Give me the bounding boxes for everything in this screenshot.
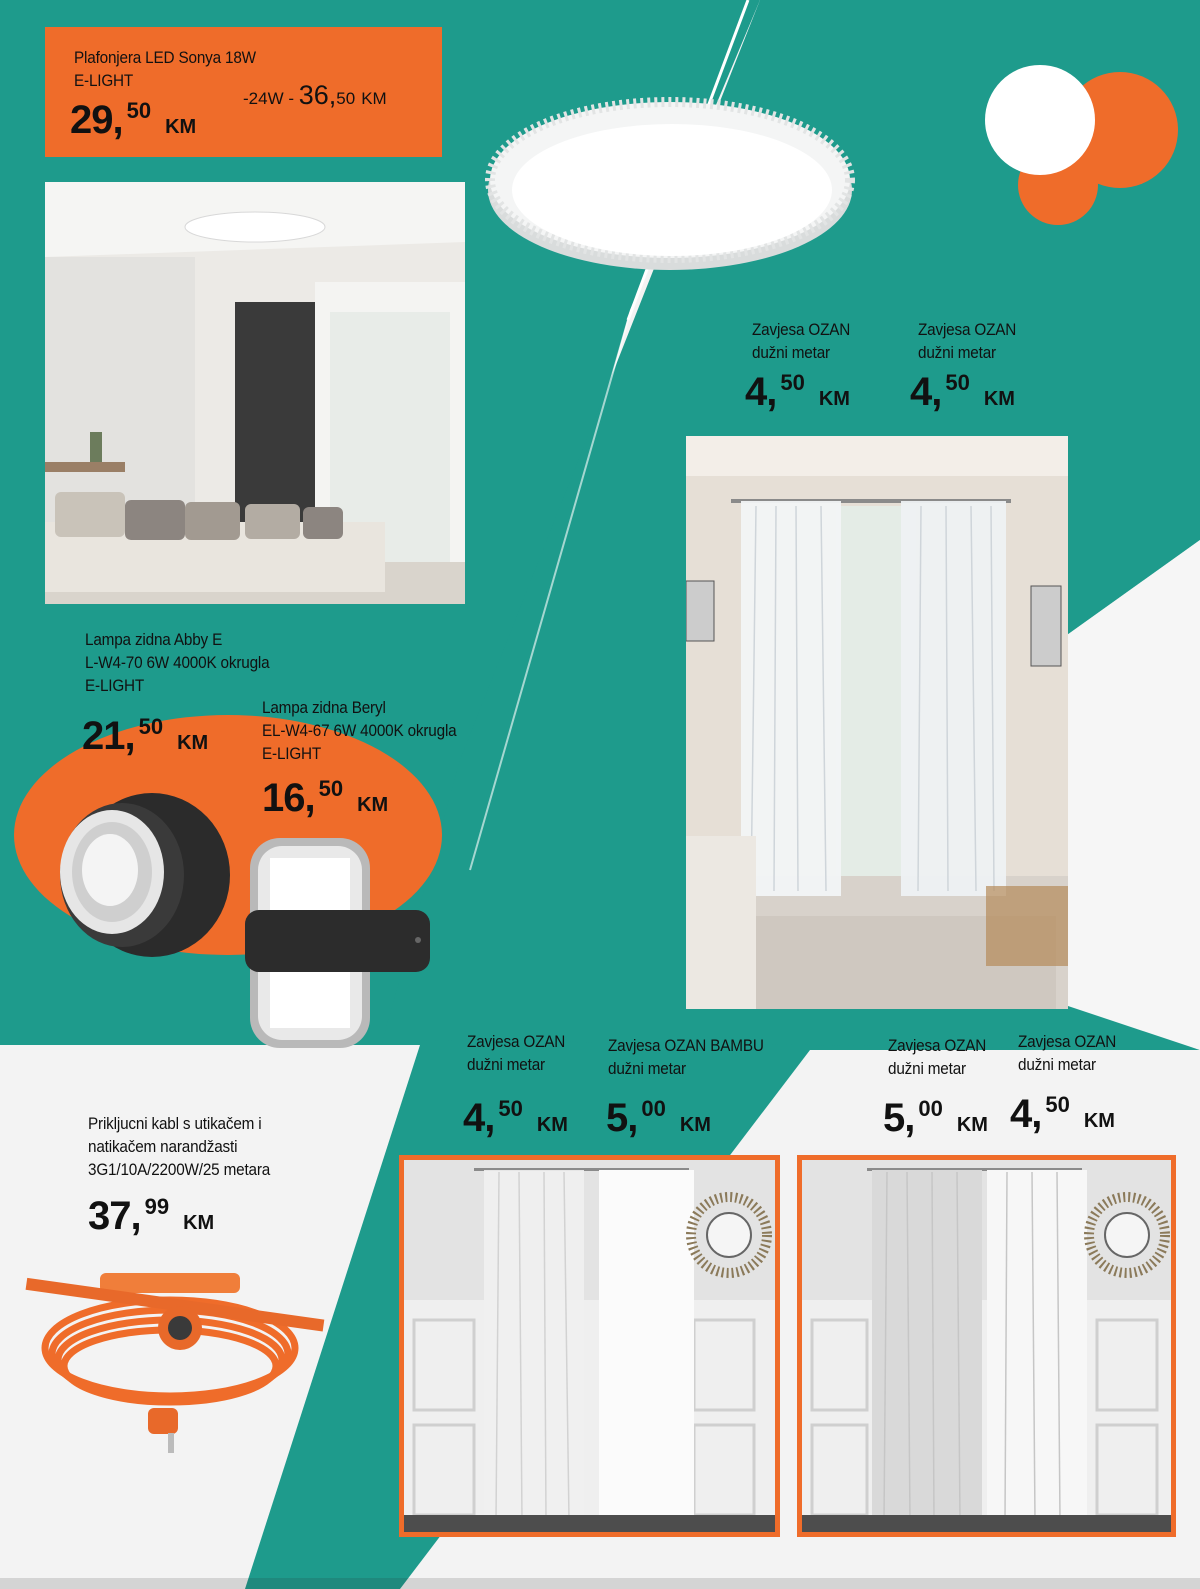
sonya-name-line-2: E-LIGHT <box>74 71 134 90</box>
curtain-photo-frame-left <box>399 1155 780 1537</box>
cable-name-line-1: Prikljucni kabl s utikačem i <box>88 1114 262 1133</box>
abby-price <box>82 716 208 756</box>
curtain-photo-frame-right <box>797 1155 1176 1537</box>
curtain4-name-line-1: Zavjesa OZAN BAMBU <box>608 1036 764 1055</box>
beryl-name-line-2: EL-W4-67 6W 4000K okrugla <box>262 721 457 740</box>
abby-lamp-image <box>52 790 232 960</box>
curtain4-currency: KM <box>679 1114 711 1136</box>
beryl-currency: KM <box>357 794 389 816</box>
curtain1-name-line-1: Zavjesa OZAN <box>752 320 851 339</box>
curtain6-currency: KM <box>1083 1110 1115 1132</box>
cable-name <box>88 1112 270 1181</box>
curtain1-name-line-2: dužni metar <box>752 343 830 362</box>
cable-price <box>88 1196 214 1236</box>
abby-name-line-1: Lampa zidna Abby E <box>85 630 223 649</box>
curtain3-price-dec: 50 <box>498 1096 523 1121</box>
curtain6-price-int: 4, <box>1010 1092 1042 1136</box>
sonya-price-int: 29, <box>70 98 123 142</box>
sonya-name <box>74 46 256 92</box>
curtain-photo-right <box>802 1160 1171 1532</box>
abby-name-line-3: E-LIGHT <box>85 676 145 695</box>
curtain5-currency: KM <box>956 1114 988 1136</box>
curtain6-name-line-1: Zavjesa OZAN <box>1018 1032 1117 1051</box>
sonya-variant-currency: KM <box>361 89 387 108</box>
curtain1-price-int: 4, <box>745 370 777 414</box>
curtain5-price-dec: 00 <box>918 1096 943 1121</box>
cable-name-line-2: natikačem narandžasti <box>88 1137 238 1156</box>
sonya-currency: KM <box>165 116 197 138</box>
beryl-name-line-1: Lampa zidna Beryl <box>262 698 386 717</box>
curtain6-name-line-2: dužni metar <box>1018 1055 1096 1074</box>
abby-name-line-2: L-W4-70 6W 4000K okrugla <box>85 653 270 672</box>
curtain6-name <box>1018 1030 1116 1076</box>
curtain-photo-left <box>404 1160 775 1532</box>
cable-currency: KM <box>183 1212 215 1234</box>
sonya-variant-dec: 50 <box>336 89 356 108</box>
sonya-price <box>70 100 196 140</box>
curtain1-price-dec: 50 <box>780 370 805 395</box>
curtain6-price-dec: 50 <box>1045 1092 1070 1117</box>
cable-price-int: 37, <box>88 1194 141 1238</box>
curtain3-name-line-1: Zavjesa OZAN <box>467 1032 566 1051</box>
curtain3-currency: KM <box>536 1114 568 1136</box>
curtain4-name-line-2: dužni metar <box>608 1059 686 1078</box>
abby-price-int: 21, <box>82 714 135 758</box>
living-room-photo <box>45 182 465 604</box>
cable-price-dec: 99 <box>144 1194 170 1219</box>
curtain6-price <box>1010 1094 1115 1134</box>
curtain2-name-line-2: dužni metar <box>918 343 996 362</box>
curtain5-name-line-2: dužni metar <box>888 1059 966 1078</box>
curtain3-name <box>467 1030 565 1076</box>
curtain-room-photo <box>686 436 1068 1009</box>
sonya-name-line-1: Plafonjera LED Sonya 18W <box>74 48 256 67</box>
abby-price-dec: 50 <box>138 714 164 739</box>
curtain5-name <box>888 1034 986 1080</box>
beryl-name <box>262 696 456 765</box>
abby-name <box>85 628 269 697</box>
sonya-variant-price <box>243 82 387 109</box>
beryl-lamp-image <box>240 838 440 1053</box>
curtain1-currency: KM <box>818 388 850 410</box>
curtain3-price <box>463 1098 568 1138</box>
curtain5-name-line-1: Zavjesa OZAN <box>888 1036 987 1055</box>
curtain3-price-int: 4, <box>463 1096 495 1140</box>
curtain2-name <box>918 318 1016 364</box>
sonya-price-dec: 50 <box>126 98 152 123</box>
curtain2-currency: KM <box>983 388 1015 410</box>
curtain4-price <box>606 1098 711 1138</box>
curtain3-name-line-2: dužni metar <box>467 1055 545 1074</box>
curtain5-price-int: 5, <box>883 1096 915 1140</box>
abby-currency: KM <box>177 732 209 754</box>
curtain2-price <box>910 372 1015 412</box>
curtain4-name <box>608 1034 764 1080</box>
beryl-price-dec: 50 <box>318 776 344 801</box>
curtain2-name-line-1: Zavjesa OZAN <box>918 320 1017 339</box>
sonya-variant-label: -24W - <box>243 89 299 108</box>
curtain2-price-dec: 50 <box>945 370 970 395</box>
curtain4-price-int: 5, <box>606 1096 638 1140</box>
curtain1-price <box>745 372 850 412</box>
ceiling-lamp-image <box>480 80 860 280</box>
curtain2-price-int: 4, <box>910 370 942 414</box>
beryl-price-int: 16, <box>262 776 315 820</box>
curtain4-price-dec: 00 <box>641 1096 666 1121</box>
cable-name-line-3: 3G1/10A/2200W/25 metara <box>88 1160 271 1179</box>
sonya-variant-int: 36, <box>298 80 337 110</box>
curtain5-price <box>883 1098 988 1138</box>
extension-cable-image <box>20 1268 340 1468</box>
beryl-name-line-3: E-LIGHT <box>262 744 322 763</box>
curtain1-name <box>752 318 850 364</box>
beryl-price <box>262 778 388 818</box>
